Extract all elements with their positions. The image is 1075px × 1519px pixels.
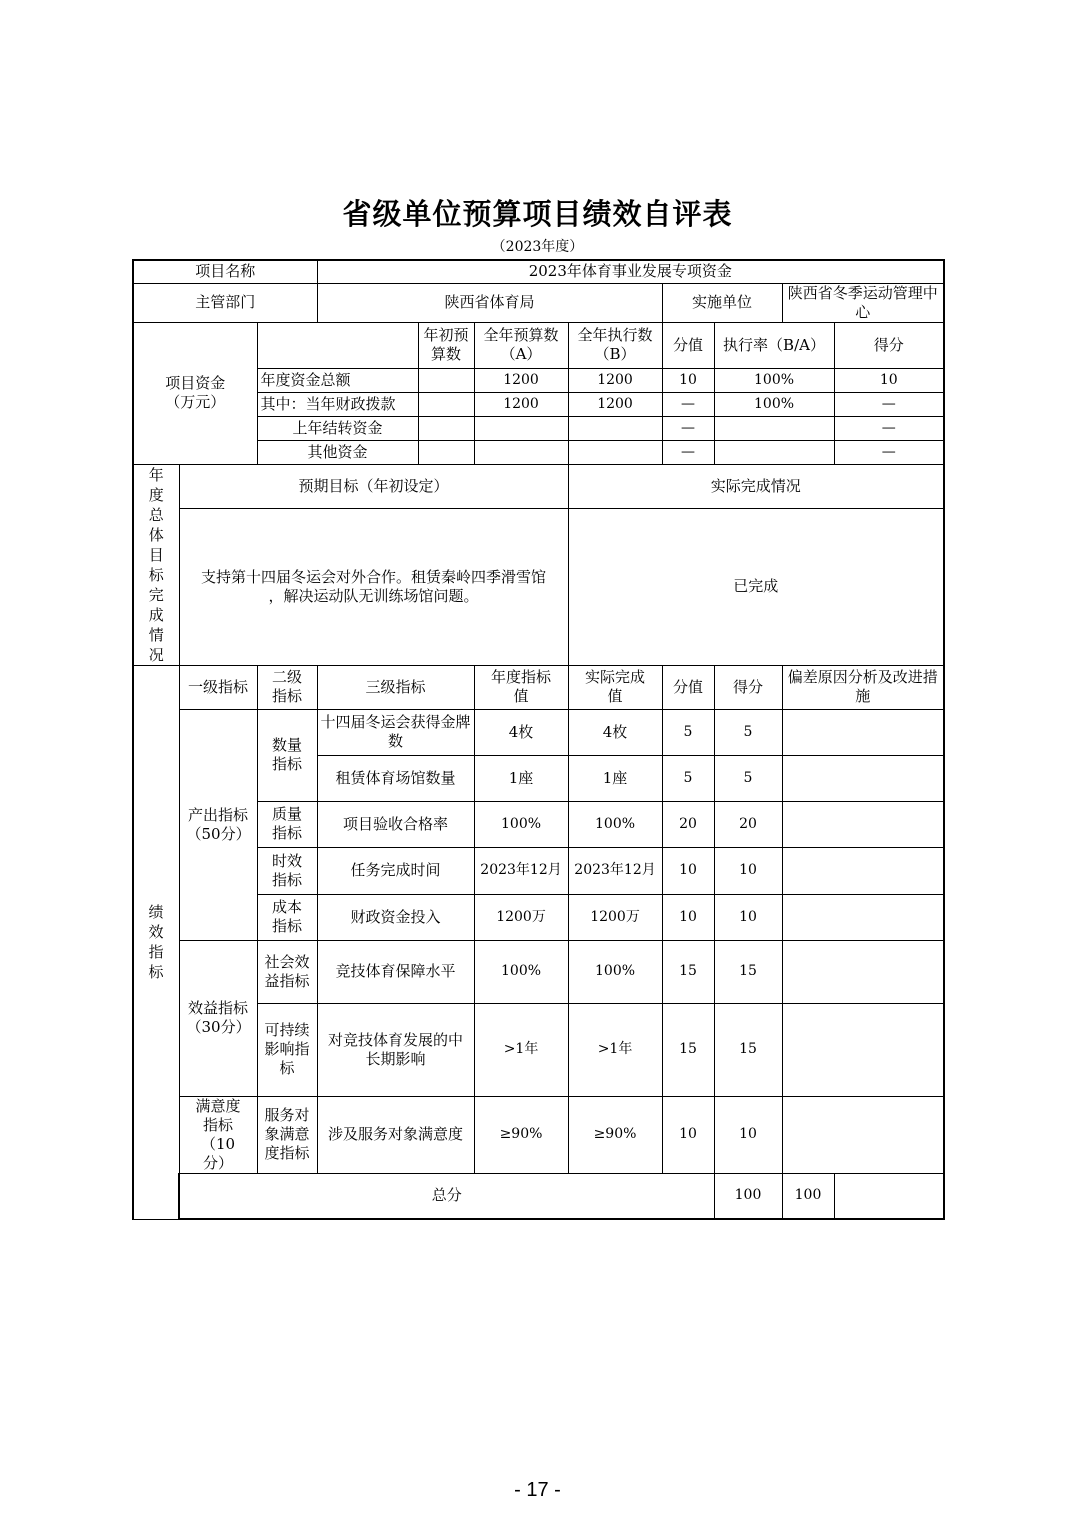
- indicator-target: 100%: [474, 940, 568, 1003]
- sub-time: [257, 847, 317, 894]
- goals-expected-line1: 支持第十四届冬运会对外合作。租赁秦岭四季滑雪馆: [201, 567, 547, 586]
- funds-row-weight: —: [662, 392, 714, 416]
- indicator-remark: [782, 940, 944, 1003]
- indicator-weight: 20: [662, 801, 714, 847]
- indicator-name: 十四届冬运会获得金牌数: [317, 709, 474, 755]
- total-label: 总分: [179, 1173, 714, 1219]
- funds-header-initial: 年初预算数: [418, 322, 474, 368]
- indicator-name: 财政资金投入: [317, 894, 474, 940]
- perf-header-actual: [568, 665, 662, 709]
- perf-header-actual-text: 实际完成值: [585, 668, 646, 705]
- goals-expected-text: [179, 509, 568, 665]
- funds-row-initial: [418, 440, 474, 464]
- funds-row-name: 年度资金总额: [257, 368, 418, 392]
- sub-social: [257, 940, 317, 1003]
- indicator-remark: [782, 1003, 944, 1096]
- group-output: [179, 709, 257, 940]
- indicator-actual: 100%: [568, 801, 662, 847]
- funds-header-blank: [257, 322, 418, 368]
- indicator-score: 15: [714, 1003, 782, 1096]
- sub-social-text: 社会效益指标: [264, 952, 310, 990]
- funds-row-executed: 1200: [568, 392, 662, 416]
- funds-row-score: —: [834, 392, 944, 416]
- goals-label: [133, 464, 179, 665]
- funds-row-annual: 1200: [474, 392, 568, 416]
- goals-expected-header: 预期目标（年初设定）: [179, 464, 568, 509]
- funds-row-initial: [418, 368, 474, 392]
- funds-row-score: 10: [834, 368, 944, 392]
- sub-quality-text: 质量指标: [271, 805, 302, 842]
- indicator-target: >1年: [474, 1003, 568, 1096]
- funds-row-annual: [474, 416, 568, 440]
- goals-actual-header: 实际完成情况: [568, 464, 944, 509]
- project-name-value: 2023年体育事业发展专项资金: [317, 260, 944, 283]
- indicator-name: 项目验收合格率: [317, 801, 474, 847]
- indicator-weight: 5: [662, 709, 714, 755]
- sub-service: [257, 1096, 317, 1173]
- indicator-target: 1座: [474, 755, 568, 801]
- total-score: 100: [782, 1173, 834, 1219]
- indicator-actual: >1年: [568, 1003, 662, 1096]
- funds-row-rate: [714, 440, 834, 464]
- indicator-score: 10: [714, 894, 782, 940]
- funds-row-annual: 1200: [474, 368, 568, 392]
- funds-header-executed: 全年执行数（B）: [568, 322, 662, 368]
- funds-row-weight: —: [662, 416, 714, 440]
- funds-row-initial: [418, 416, 474, 440]
- indicator-remark: [782, 894, 944, 940]
- funds-header-annual: 全年预算数（A）: [474, 322, 568, 368]
- sub-sustain: [257, 1003, 317, 1096]
- performance-label-text: 绩效指标: [148, 903, 164, 981]
- funds-row-name: 其中：当年财政拨款: [257, 392, 418, 416]
- funds-row-rate: 100%: [714, 368, 834, 392]
- funds-header-weight: 分值: [662, 322, 714, 368]
- funds-row-executed: [568, 416, 662, 440]
- goals-expected-line2: ，解决运动队无训练场馆问题。: [268, 586, 479, 605]
- funds-row-rate: [714, 416, 834, 440]
- goals-label-text: 年度总体目标完成情况: [148, 465, 164, 664]
- dept-value: 陕西省体育局: [317, 283, 662, 322]
- performance-label: [133, 665, 179, 1219]
- sub-cost-text: 成本指标: [271, 898, 302, 935]
- page-subtitle: （2023年度）: [491, 239, 584, 255]
- perf-header-level1: 一级指标: [179, 665, 257, 709]
- funds-row-executed: 1200: [568, 368, 662, 392]
- sub-quantity: [257, 709, 317, 801]
- page-number: - 17 -: [514, 1479, 561, 1501]
- project-name-label: 项目名称: [133, 260, 317, 283]
- funds-row-initial: [418, 392, 474, 416]
- perf-header-level3: 三级指标: [317, 665, 474, 709]
- sub-sustain-text: 可持续影响指标: [264, 1021, 310, 1077]
- perf-header-level2: [257, 665, 317, 709]
- indicator-weight: 10: [662, 1096, 714, 1173]
- indicator-remark: [782, 847, 944, 894]
- indicator-score: 10: [714, 1096, 782, 1173]
- group-satisfaction-text: 满意度指标（10分）: [195, 1096, 241, 1172]
- indicator-name: 涉及服务对象满意度: [317, 1096, 474, 1173]
- group-satisfaction: [179, 1096, 257, 1173]
- group-benefit-text: 效益指标（30分）: [186, 999, 251, 1036]
- indicator-actual: 4枚: [568, 709, 662, 755]
- perf-header-weight: 分值: [662, 665, 714, 709]
- indicator-actual: 2023年12月: [568, 847, 662, 894]
- indicator-weight: 15: [662, 1003, 714, 1096]
- total-remark: [834, 1173, 944, 1219]
- perf-header-remark: 偏差原因分析及改进措施: [782, 665, 944, 709]
- indicator-target: 1200万: [474, 894, 568, 940]
- sub-time-text: 时效指标: [271, 851, 302, 889]
- indicator-target: 4枚: [474, 709, 568, 755]
- indicator-actual: 100%: [568, 940, 662, 1003]
- funds-row-rate: 100%: [714, 392, 834, 416]
- funds-header-rate: 执行率（B/A）: [714, 322, 834, 368]
- indicator-name: [317, 1003, 474, 1096]
- indicator-score: 5: [714, 755, 782, 801]
- funds-row-score: —: [834, 440, 944, 464]
- funds-row-name: 其他资金: [257, 440, 418, 464]
- funds-row-weight: —: [662, 440, 714, 464]
- group-output-text: 产出指标（50分）: [186, 805, 251, 843]
- indicator-target: 100%: [474, 801, 568, 847]
- perf-header-level2-text: 二级指标: [271, 668, 302, 705]
- sub-quality: [257, 801, 317, 847]
- indicator-name-text: 对竞技体育发展的中长期影响: [328, 1030, 464, 1068]
- indicator-weight: 10: [662, 847, 714, 894]
- indicator-actual: 1座: [568, 755, 662, 801]
- indicator-name: 任务完成时间: [317, 847, 474, 894]
- funds-row-weight: 10: [662, 368, 714, 392]
- group-benefit: [179, 940, 257, 1096]
- indicator-actual: ≥90%: [568, 1096, 662, 1173]
- perf-header-score: 得分: [714, 665, 782, 709]
- indicator-remark: [782, 801, 944, 847]
- indicator-target: 2023年12月: [474, 847, 568, 894]
- indicator-target: ≥90%: [474, 1096, 568, 1173]
- indicator-weight: 15: [662, 940, 714, 1003]
- page-title: 省级单位预算项目绩效自评表: [342, 197, 733, 231]
- funds-row-score: —: [834, 416, 944, 440]
- impl-unit-value: 陕西省冬季运动管理中心: [782, 283, 944, 322]
- indicator-score: 15: [714, 940, 782, 1003]
- funds-label-text: 项目资金（万元）: [165, 374, 226, 411]
- funds-label: [133, 322, 257, 464]
- indicator-weight: 5: [662, 755, 714, 801]
- goals-actual-text: 已完成: [568, 509, 944, 665]
- indicator-weight: 10: [662, 894, 714, 940]
- funds-row-name: 上年结转资金: [257, 416, 418, 440]
- indicator-score: 5: [714, 709, 782, 755]
- indicator-score: 20: [714, 801, 782, 847]
- funds-row-annual: [474, 440, 568, 464]
- indicator-remark: [782, 1096, 944, 1173]
- sub-cost: [257, 894, 317, 940]
- perf-header-target-text: 年度指标值: [491, 668, 552, 705]
- funds-row-executed: [568, 440, 662, 464]
- perf-header-target: [474, 665, 568, 709]
- indicator-score: 10: [714, 847, 782, 894]
- indicator-name: 租赁体育场馆数量: [317, 755, 474, 801]
- indicator-actual: 1200万: [568, 894, 662, 940]
- funds-header-score: 得分: [834, 322, 944, 368]
- sub-service-text: 服务对象满意度指标: [264, 1106, 310, 1162]
- impl-unit-label: 实施单位: [662, 283, 782, 322]
- total-weight: 100: [714, 1173, 782, 1219]
- performance-evaluation-table: [132, 259, 945, 1220]
- dept-label: 主管部门: [133, 283, 317, 322]
- sub-quantity-text: 数量指标: [271, 736, 302, 773]
- indicator-remark: [782, 709, 944, 755]
- indicator-name: 竞技体育保障水平: [317, 940, 474, 1003]
- indicator-remark: [782, 755, 944, 801]
